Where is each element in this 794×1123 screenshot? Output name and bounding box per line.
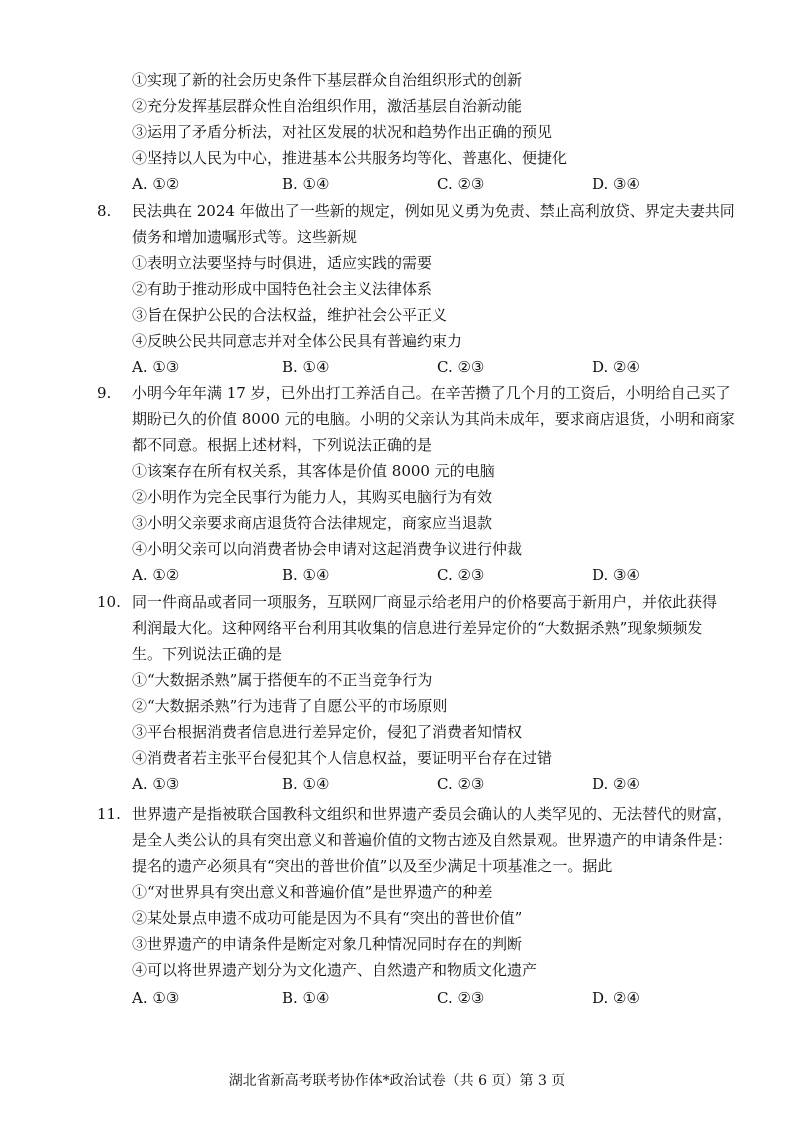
q10-item-1: ①“大数据杀熟”属于搭便车的不正当竞争行为: [132, 671, 433, 689]
q11-stem-line-2: 是全人类公认的具有突出意义和普遍价值的文物古迹及自然景观。世界遗产的申请条件是：: [132, 831, 733, 849]
q9-item-2: ②小明作为完全民事行为能力人，其购买电脑行为有效: [132, 488, 493, 506]
q7-option-d: D. ③④: [592, 175, 640, 193]
q8-option-a: A. ①③: [132, 358, 180, 376]
q10-item-3: ③平台根据消费者信息进行差异定价，侵犯了消费者知情权: [132, 723, 523, 741]
q10-stem-line-1: 同一件商品或者同一项服务，互联网厂商显示给老用户的价格要高于新用户，并依此获得: [132, 593, 718, 611]
q9-number: 9.: [97, 384, 112, 402]
q10-stem-line-3: 生。下列说法正确的是: [132, 645, 283, 663]
q9-item-3: ③小明父亲要求商店退货符合法律规定，商家应当退款: [132, 514, 493, 532]
q7-item-3: ③运用了矛盾分析法，对社区发展的状况和趋势作出正确的预见: [132, 123, 553, 141]
q8-option-b: B. ①④: [282, 358, 330, 376]
q11-option-d: D. ②④: [592, 989, 640, 1007]
q7-item-1: ①实现了新的社会历史条件下基层群众自治组织形式的创新: [132, 71, 523, 89]
q9-option-d: D. ③④: [592, 566, 640, 584]
q11-item-1: ①“对世界具有突出意义和普遍价值”是世界遗产的种差: [132, 883, 493, 901]
q9-stem-line-1: 小明今年年满 17 岁，已外出打工养活自己。在辛苦攒了几个月的工资后，小明给自己买了: [132, 384, 731, 402]
q11-option-c: C. ②③: [437, 989, 485, 1007]
q9-option-b: B. ①④: [282, 566, 330, 584]
q10-option-d: D. ②④: [592, 775, 640, 793]
q9-stem-line-2: 期盼已久的价值 8000 元的电脑。小明的父亲认为其尚未成年，要求商店退货，小明和商家: [132, 410, 735, 428]
q9-stem-line-3: 都不同意。根据上述材料，下列说法正确的是: [132, 436, 433, 454]
q10-stem-line-2: 利润最大化。这种网络平台利用其收集的信息进行差异定价的“大数据杀熟”现象频频发: [132, 619, 703, 637]
q11-item-2: ②某处景点申遗不成功可能是因为不具有“突出的普世价值”: [132, 909, 523, 927]
q8-item-3: ③旨在保护公民的合法权益，维护社会公平正义: [132, 306, 448, 324]
q9-option-a: A. ①②: [132, 566, 180, 584]
q11-item-3: ③世界遗产的申请条件是断定对象几种情况同时存在的判断: [132, 935, 523, 953]
q10-option-b: B. ①④: [282, 775, 330, 793]
q7-option-c: C. ②③: [437, 175, 485, 193]
q10-option-a: A. ①③: [132, 775, 180, 793]
q9-item-4: ④小明父亲可以向消费者协会申请对这起消费争议进行仲裁: [132, 540, 523, 558]
q11-option-b: B. ①④: [282, 989, 330, 1007]
q11-item-4: ④可以将世界遗产划分为文化遗产、自然遗产和物质文化遗产: [132, 961, 538, 979]
q10-option-c: C. ②③: [437, 775, 485, 793]
q10-item-4: ④消费者若主张平台侵犯其个人信息权益，要证明平台存在过错: [132, 749, 553, 767]
q9-item-1: ①该案存在所有权关系，其客体是价值 8000 元的电脑: [132, 462, 495, 480]
q10-number: 10.: [97, 593, 121, 611]
q10-item-2: ②“大数据杀熟”行为违背了自愿公平的市场原则: [132, 697, 448, 715]
page-footer: 湖北省新高考联考协作体*政治试卷（共 6 页）第 3 页: [228, 1073, 566, 1089]
q8-stem-line-2: 债务和增加遗嘱形式等。这些新规: [132, 228, 358, 246]
q11-option-a: A. ①③: [132, 989, 180, 1007]
q11-number: 11.: [97, 805, 121, 823]
q7-item-2: ②充分发挥基层群众性自治组织作用，激活基层自治新动能: [132, 97, 523, 115]
q7-option-b: B. ①④: [282, 175, 330, 193]
q8-number: 8.: [97, 202, 112, 220]
q8-item-4: ④反映公民共同意志并对全体公民具有普遍约束力: [132, 332, 463, 350]
q8-option-d: D. ②④: [592, 358, 640, 376]
q8-item-1: ①表明立法要坚持与时俱进，适应实践的需要: [132, 254, 433, 272]
q7-option-a: A. ①②: [132, 175, 180, 193]
q8-stem-line-1: 民法典在 2024 年做出了一些新的规定，例如见义勇为免责、禁止高利放贷、界定夫妻共同: [132, 202, 735, 220]
q8-item-2: ②有助于推动形成中国特色社会主义法律体系: [132, 280, 433, 298]
q9-option-c: C. ②③: [437, 566, 485, 584]
q7-item-4: ④坚持以人民为中心，推进基本公共服务均等化、普惠化、便捷化: [132, 149, 568, 167]
q8-option-c: C. ②③: [437, 358, 485, 376]
q11-stem-line-1: 世界遗产是指被联合国教科文组织和世界遗产委员会确认的人类罕见的、无法替代的财富，: [132, 805, 733, 823]
q11-stem-line-3: 提名的遗产必须具有“突出的普世价值”以及至少满足十项基准之一。据此: [132, 857, 613, 875]
